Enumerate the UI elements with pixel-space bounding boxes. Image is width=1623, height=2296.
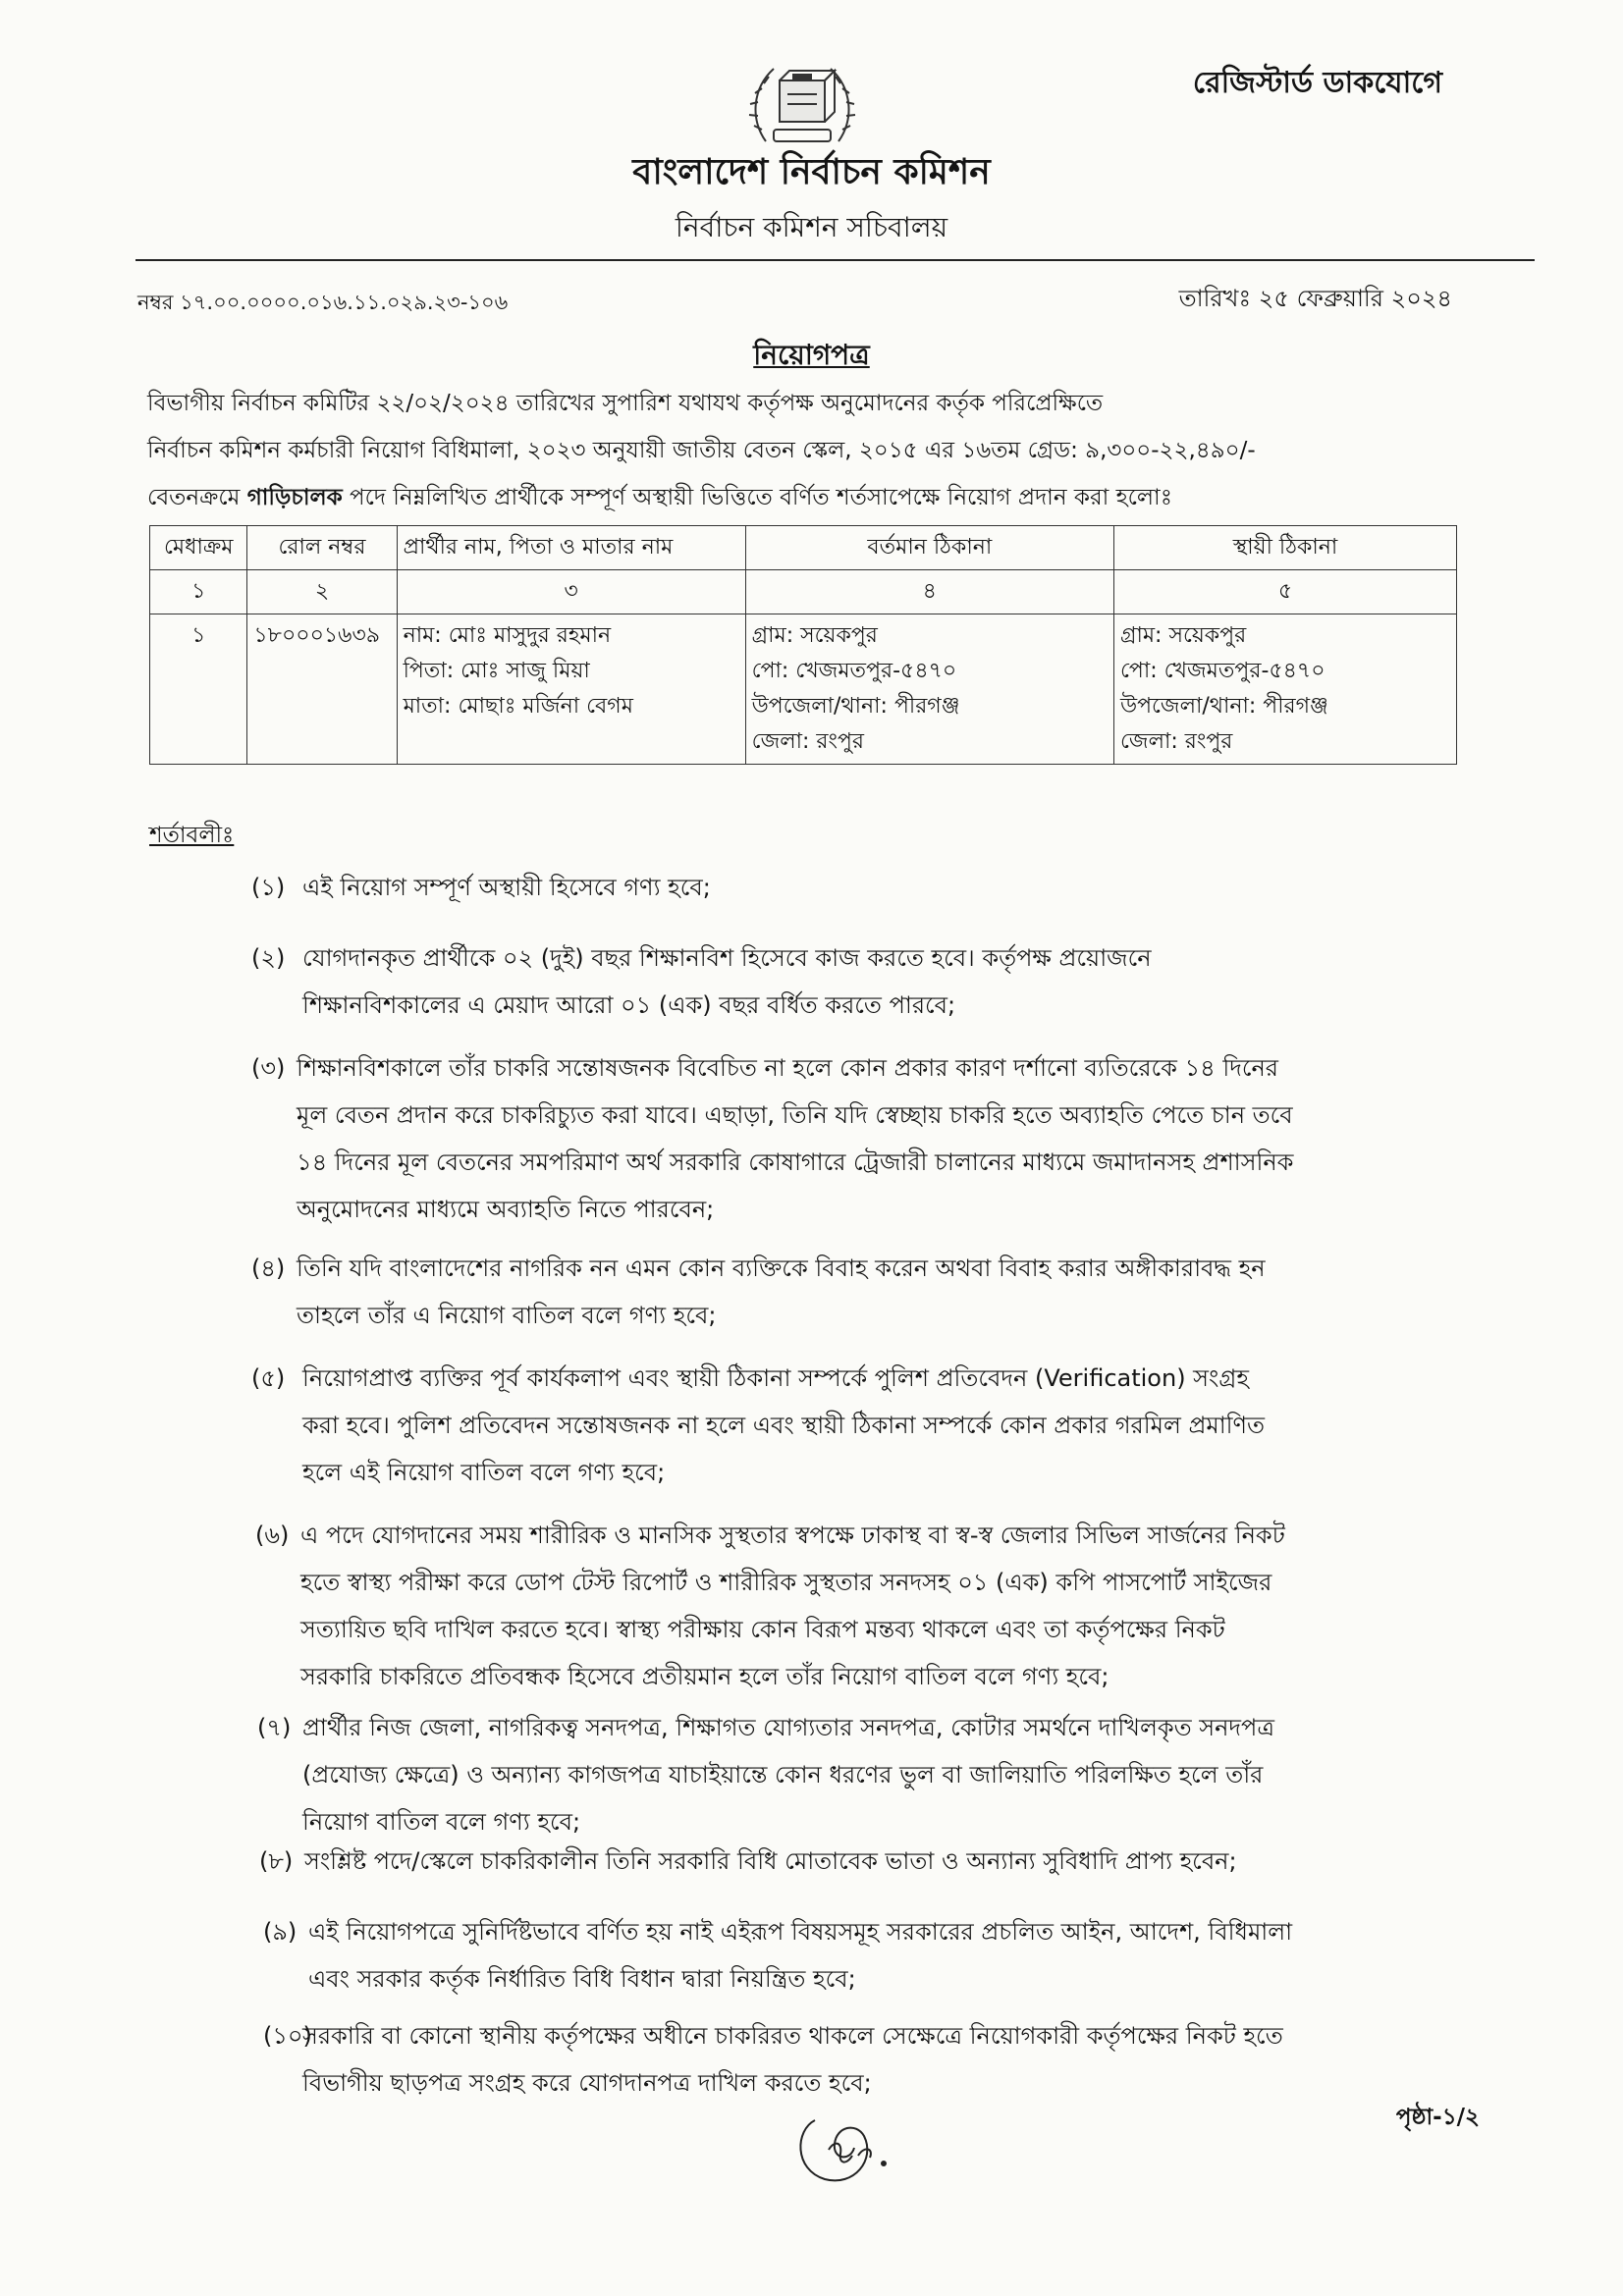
header-divider	[135, 259, 1535, 261]
election-commission-emblem-icon	[744, 51, 860, 157]
column-header: রোল নম্বর	[247, 526, 397, 570]
organization-title: বাংলাদেশ নির্বাচন কমিশন	[632, 152, 991, 192]
condition-item: (১০) সরকারি বা কোনো স্থানীয় কর্তৃপক্ষের অধীনে চাকরিরত থাকলে সেক্ষেত্রে নিয়োগকারী কর্তৃপক্ষের নিকট হতে বিভাগীয় ছাড়পত্র সংগ্রহ করে যোগদানপত্র দাখিল করতে হবে;	[263, 2022, 1283, 2097]
applicant-table	[149, 525, 1457, 765]
document-title: নিয়োগপত্র	[753, 339, 870, 371]
condition-item: (৯) এই নিয়োগপত্রে সুনির্দিষ্টভাবে বর্ণিত হয় নাই এইরূপ বিষয়সমূহ সরকারের প্রচলিত আইন, আদেশ, বিধিমালা এবং সরকার কর্তৃক নির্ধারিত বিধি বিধান দ্বারা নিয়ন্ত্রিত হবে;	[263, 1918, 1293, 1993]
roll-cell: ১৮০০০১৬৩৯	[247, 614, 397, 765]
mother-name: মাতা: মোছাঃ মর্জিনা বেগম	[403, 694, 633, 719]
intro-line-3: বেতনক্রমে গাড়িচালক পদে নিম্নলিখিত প্রার্থীকে সম্পূর্ণ অস্থায়ী ভিত্তিতে বর্ণিত শর্তসাপেক্ষে নিয়োগ প্রদান করা হলোঃ	[147, 485, 1172, 510]
intro-line-1: বিভাগীয় নির্বাচন কমিটির ২২/০২/২০২৪ তারিখের সুপারিশ যথাযথ কর্তৃপক্ষ অনুমোদনের কর্তৃক পরিপ্রেক্ষিতে	[147, 391, 1104, 416]
table-header-row	[150, 526, 1457, 570]
intro-line-2: নির্বাচন কমিশন কর্মচারী নিয়োগ বিধিমালা, ২০২৩ অনুযায়ী জাতীয় বেতন স্কেল, ২০১৫ এর ১৬তম গ্রেড: ৯,৩০০-২২,৪৯০/-	[147, 438, 1256, 463]
page-number: পৃষ্ঠা-১/২	[1395, 2105, 1480, 2130]
name-cell	[397, 614, 745, 765]
post-name: গাড়িচালক	[246, 485, 343, 510]
condition-item: (৩) শিক্ষানবিশকালে তাঁর চাকরি সন্তোষজনক বিবেচিত না হলে কোন প্রকার কারণ দর্শানো ব্যতিরেকে ১৪ দিনের মূল বেতন প্রদান করে চাকরিচ্যুত করা যাবে। এছাড়া, তিনি যদি স্বেচ্ছায় চাকরি হতে অব্যাহতি পেতে চান তবে ১৪ দিনের মূল বেতনের সমপরিমাণ অর্থ সরকারি কোষাগারে ট্রেজারী চালানের মাধ্যমে জমাদানসহ প্রশাসনিক অনুমোদনের মাধ্যমে অব্যাহতি নিতে পারবেন;	[251, 1054, 1294, 1223]
conditions-heading: শর্তাবলীঃ	[149, 823, 235, 848]
merit-cell: ১	[150, 614, 247, 765]
column-header: মেধাক্রম	[150, 526, 247, 570]
condition-item: (১) এই নিয়োগ সম্পূর্ণ অস্থায়ী হিসেবে গণ্য হবে;	[251, 874, 711, 901]
registered-post-label: রেজিস্টার্ড ডাকযোগে	[1192, 66, 1442, 100]
column-number: ৪	[745, 570, 1113, 614]
column-header: বর্তমান ঠিকানা	[745, 526, 1113, 570]
memo-number: নম্বর ১৭.০০.০০০০.০১৬.১১.০২৯.২৩-১০৬	[137, 291, 509, 314]
column-number: ২	[247, 570, 397, 614]
condition-item: (৭) প্রার্থীর নিজ জেলা, নাগরিকত্ব সনদপত্র, শিক্ষাগত যোগ্যতার সনদপত্র, কোটার সমর্থনে দাখিলকৃত সনদপত্র (প্রযোজ্য ক্ষেত্রে) ও অন্যান্য কাগজপত্র যাচাইয়ান্তে কোন ধরণের ভুল বা জালিয়াতি পরিলক্ষিত হলে তাঁর নিয়োগ বাতিল বলে গণ্য হবে;	[257, 1714, 1274, 1836]
column-header: প্রার্থীর নাম, পিতা ও মাতার নাম	[397, 526, 745, 570]
column-number: ৩	[397, 570, 745, 614]
signature-icon	[785, 2101, 903, 2189]
condition-item: (৫) নিয়োগপ্রাপ্ত ব্যক্তির পূর্ব কার্যকলাপ এবং স্থায়ী ঠিকানা সম্পর্কে পুলিশ প্রতিবেদন (Verification) সংগ্রহ করা হবে। পুলিশ প্রতিবেদন সন্তোষজনক না হলে এবং স্থায়ী ঠিকানা সম্পর্কে কোন প্রকার গরমিল প্রমাণিত হলে এই নিয়োগ বাতিল বলে গণ্য হবে;	[251, 1364, 1266, 1486]
condition-item: (৬) এ পদে যোগদানের সময় শারীরিক ও মানসিক সুস্থতার স্বপক্ষে ঢাকাস্থ বা স্ব-স্ব জেলার সিভিল সার্জনের নিকট হতে স্বাস্থ্য পরীক্ষা করে ডোপ টেস্ট রিপোর্ট ও শারীরিক সুস্থতার সনদসহ ০১ (এক) কপি পাসপোর্ট সাইজের সত্যায়িত ছবি দাখিল করতে হবে। স্বাস্থ্য পরীক্ষায় কোন বিরূপ মন্তব্য থাকলে এবং তা কর্তৃপক্ষের নিকট সরকারি চাকরিতে প্রতিবন্ধক হিসেবে প্রতীয়মান হলে তাঁর নিয়োগ বাতিল বলে গণ্য হবে;	[255, 1522, 1285, 1690]
memo-date: তারিখঃ ২৫ ফেব্রুয়ারি ২০২৪	[1178, 285, 1452, 312]
applicant-name: নাম: মোঃ মাসুদুর রহমান	[403, 623, 612, 648]
condition-item: (৪) তিনি যদি বাংলাদেশের নাগরিক নন এমন কোন ব্যক্তিকে বিবাহ করেন অথবা বিবাহ করার অঙ্গীকারাবদ্ধ হন তাহলে তাঁর এ নিয়োগ বাতিল বলে গণ্য হবে;	[251, 1255, 1266, 1329]
column-number: ১	[150, 570, 247, 614]
permanent-address-cell: গ্রাম: সয়েকপুর পো: খেজমতপুর-৫৪৭০ উপজেলা/থানা: পীরগঞ্জ জেলা: রংপুর	[1113, 614, 1456, 765]
table-row	[150, 614, 1457, 765]
column-number: ৫	[1113, 570, 1456, 614]
column-number-row	[150, 570, 1457, 614]
father-name: পিতা: মোঃ সাজু মিয়া	[403, 659, 590, 683]
condition-item: (৮) সংশ্লিষ্ট পদে/স্কেলে চাকরিকালীন তিনি সরকারি বিধি মোতাবেক ভাতা ও অন্যান্য সুবিধাদি প্রাপ্য হবেন;	[259, 1847, 1237, 1875]
column-header: স্থায়ী ঠিকানা	[1113, 526, 1456, 570]
organization-subtitle: নির্বাচন কমিশন সচিবালয়	[675, 211, 948, 243]
condition-item: (২) যোগদানকৃত প্রার্থীকে ০২ (দুই) বছর শিক্ষানবিশ হিসেবে কাজ করতে হবে। কর্তৃপক্ষ প্রয়োজনে শিক্ষানবিশকালের এ মেয়াদ আরো ০১ (এক) বছর বর্ধিত করতে পারবে;	[251, 944, 1152, 1019]
present-address-cell: গ্রাম: সয়েকপুর পো: খেজমতপুর-৫৪৭০ উপজেলা/থানা: পীরগঞ্জ জেলা: রংপুর	[745, 614, 1113, 765]
